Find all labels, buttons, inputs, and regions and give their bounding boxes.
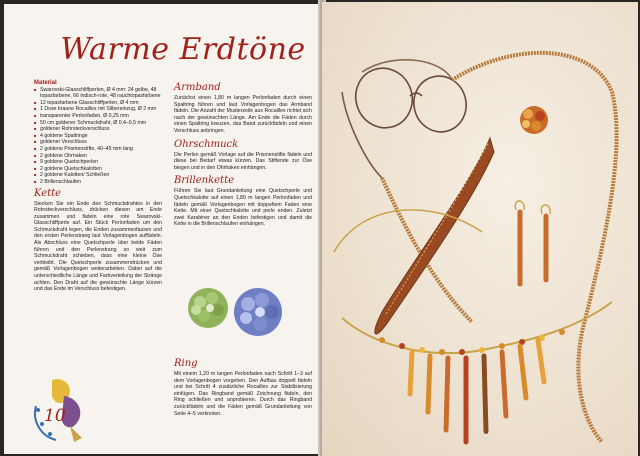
material-item: ■ 12 topasfarbene Glasschliffperlen, Ø 4 mm: [34, 100, 162, 107]
brillenkette-heading: Brillenkette: [174, 175, 235, 187]
green-bead-ring: [188, 288, 228, 328]
material-item: ■ 2 goldene Ohrhaken: [34, 153, 162, 160]
ohrschmuck-text: Die Perlen gemäß Vorlage auf die Prismenstifte fädeln und diese bei Bedarf etwas kürzen. Das Stiftende zur Öse biegen und in den Ohrhaken einhängen.: [174, 151, 312, 171]
ring-text: Mit einem 1,20 m langen Perlonfaden nach Schritt 1–3 auf dem Vorlagenbogen vorgehen. Den Aufbau doppelt fädeln und bei Schritt 4 zusätzliche Rocailles zur Stabilisierung einfügen. Das Ringband gemäß Zeichnung fädeln, den Ring schließen und anprobieren. Durch das Ringband zurückfädeln und die Fäden gemäß Grundanleitung von Seite 4–5 verknoten.: [174, 371, 312, 417]
material-item: ■ 4 goldene Spaltringe: [34, 133, 162, 140]
page-number: 10: [44, 406, 66, 426]
material-item: ■ transparenter Perlonfaden, Ø 0,25 mm: [34, 113, 162, 120]
blue-bead-ring: [234, 288, 282, 336]
armband-text: Zunächst einen 1,80 m langen Perlonfaden durch einen Spaltring führen und laut Vorlagenbogen das Armband fädeln. Die Anzahl der Musterzeile aus Rocailles richtet sich nach der gewünschten Länge. Am Ende die Fäden durch einen Spaltring kreuzen, das Band zurückfädeln und einen Verschluss anbringen.: [174, 95, 312, 134]
material-item: ■ 2 goldene Quetschkalotten: [34, 166, 162, 173]
material-item: ■ Swarovski-Glasschliffperlen, Ø 4 mm: 24 gelbe, 48 topasfarbene, 66 indisch-rote, 48 rauchtopasfarbene: [34, 87, 162, 100]
armband-heading: Armband: [174, 82, 221, 93]
bead-bracelet: [375, 138, 494, 334]
material-list: [34, 87, 162, 186]
material-item: ■ 50 cm goldener Schmuckdraht, Ø 0,4–0,5 mm: [34, 120, 162, 127]
material-item: ■ 2 goldene Kalotten/ Schließen: [34, 172, 162, 179]
left-column: [34, 80, 162, 297]
left-page: [4, 4, 322, 454]
kette-text: Stecken Sie ein Ende des Schmuckdrahtes in den Rohrsteckverschluss, drücken diesen am Ende zusammen und fädeln eine rote Swarovski-Glasschliffperle auf. Ein Stück Perlonfaden um den Schmuckdraht legen, die Enden zusammenfassen und den ersten Perlenstrang laut Vorlagenbogen auffädeln. Als Abschluss eine Quetschperle über beide Fäden führen und den Perlenstrang so weit zum Schmuckdraht schieben, dass eine kleine Öse verbleibt. Die Quetschperle zusammendrücken und gemäß Vorlagenbogen weiterarbeiten. Dabei auf die unterschiedliche Länge und Farbverteilung der Stränge achten. Den Draht auf die gewünschte Länge kürzen und das Ende im Verschluss befestigen.: [34, 200, 162, 293]
material-item: ■ 2 Brillenschlaufen: [34, 179, 162, 186]
right-page-photo: [322, 2, 638, 456]
ohrschmuck-heading: Ohrschmuck: [174, 138, 239, 150]
brillenkette-text: Führen Sie laut Grundanleitung eine Quetschperle und Quetschkalotte auf einen 1,80 m langen Perlonfaden und fädeln gemäß Vorlagenbogen mit doppeltem Faden eine Kette. Mit einer Quetschkalotte und perle enden. Zuletzt zwei Karabiner an den Enden befestigen und damit die Kette in die Brillenschlaufen einhängen.: [174, 188, 312, 228]
ring-column: [174, 356, 312, 421]
material-item: ■ goldener Verschluss: [34, 139, 162, 146]
page-title: Warme Erdtöne: [60, 32, 306, 67]
earrings: [515, 201, 550, 284]
material-item: ■ 2 goldene Prismenstifte, 40–45 mm lang: [34, 146, 162, 153]
material-item: ■ 9 goldene Quetschperlen: [34, 159, 162, 166]
eyeglass-chain: [382, 53, 617, 442]
jewelry-photo: [322, 2, 638, 456]
ring-heading: Ring: [174, 358, 198, 369]
right-column: [174, 80, 312, 232]
material-item: ■ goldener Rohrsteckverschluss: [34, 126, 162, 133]
kette-heading: Kette: [34, 187, 62, 199]
material-item: ■ 1 Dose braune Rocailles mit Silbereinzug, Ø 2 mm: [34, 106, 162, 113]
bead-rings-photo: [176, 276, 298, 348]
material-heading: Material: [34, 80, 57, 86]
bead-ring: [520, 106, 548, 134]
necklace-strands: [410, 340, 544, 442]
